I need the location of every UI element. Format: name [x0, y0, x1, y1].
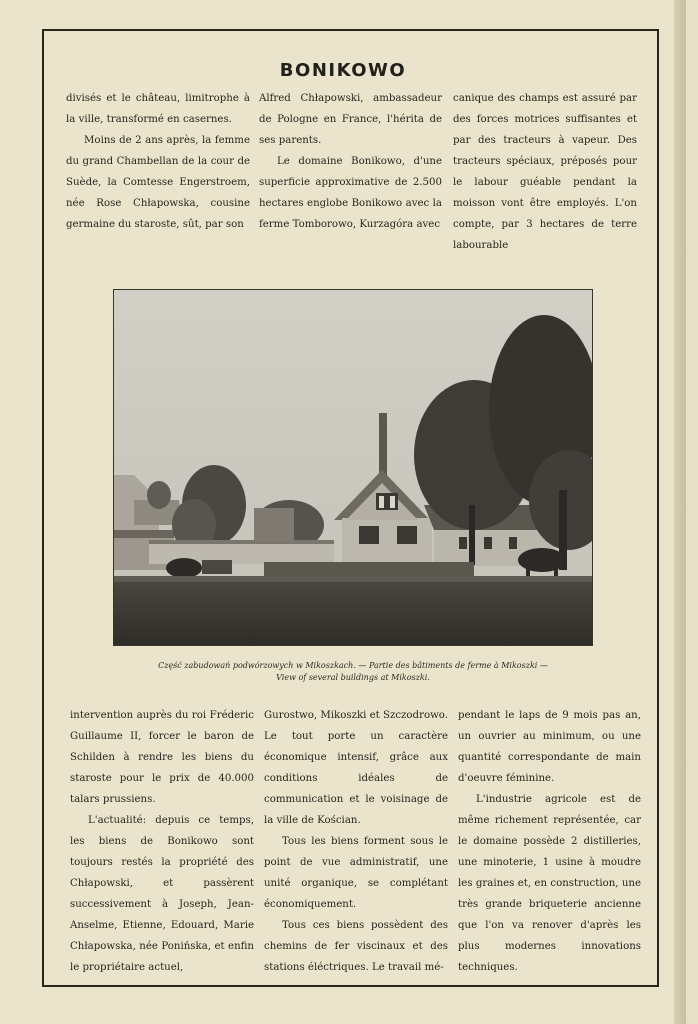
paragraph: Moins de 2 ans après, la femme du grand Chambellan de la cour de Suède, la Comtesse Engerstroem, née Rose Chłapowska, cousine germaine du staroste, sût, par son	[66, 135, 250, 230]
paragraph: intervention auprès du roi Fréderic Guillaume II, forcer le baron de Schilden à rendre les biens du staroste pour le prix de 40.000 talars prussiens.	[70, 710, 254, 805]
bottom-column-1	[70, 705, 254, 978]
farm-buildings-photo	[113, 289, 593, 646]
paragraph: L'industrie agricole est de même richement représentée, car le domaine possède 2 distilleries, une minoterie, 1 usine à moudre les graines et, en construction, une très grande briqueterie ancienne que l'on va renover d'après les plus modernes innovations techniques.	[458, 794, 641, 973]
paragraph: pendant le laps de 9 mois pas an, un ouvrier au minimum, ou une quantité correspondante de main d'oeuvre féminine.	[458, 710, 641, 784]
page-edge	[674, 0, 686, 1024]
caption-line: View of several buildings at Mikoszki.	[276, 673, 430, 682]
paragraph: canique des champs est assuré par des forces motrices suffisantes et par des tracteurs à vapeur. Des tracteurs spéciaux, préposés pour le labour guéable pendant la moisson vont être employés. L'on compte, par 3 hectares de terre labourable	[453, 93, 637, 251]
photo-caption	[110, 660, 596, 684]
paragraph: Le domaine Bonikowo, d'une superficie approximative de 2.500 hectares englobe Bonikowo avec la ferme Tomborowo, Kurzagóra avec	[259, 156, 442, 230]
paragraph: Alfred Chłapowski, ambassadeur de Pologne en France, l'hérita de ses parents.	[259, 93, 442, 146]
paragraph: Tous les biens forment sous le point de vue administratif, une unité organique, se complétant économiquement.	[264, 836, 448, 910]
caption-line: Część zabudowań podwórzowych w Mikoszkach. — Partie des bâtiments de ferme à Mikoszki —	[158, 661, 548, 670]
paragraph: L'actualité: depuis ce temps, les biens de Bonikowo sont toujours restés la propriété des Chłapowski, et passèrent successivement à Joseph, Jean-Anselme, Etienne, Edouard, Marie Chłapowska, née Ponińska, et enfin le propriétaire actuel,	[70, 815, 254, 973]
top-column-1	[66, 88, 250, 235]
paragraph: Tous ces biens possèdent des chemins de fer viscinaux et des stations éléctriques. Le travail mé-	[264, 920, 448, 973]
top-column-2	[259, 88, 442, 235]
paragraph: divisés et le château, limitrophe à la ville, transformé en casernes.	[66, 93, 250, 125]
bottom-column-2	[264, 705, 448, 978]
top-column-3	[453, 88, 637, 256]
bottom-column-3	[458, 705, 641, 978]
paragraph: Gurostwo, Mikoszki et Szczodrowo. Le tout porte un caractère économique intensif, grâce aux conditions idéales de communication et le voisinage de la ville de Kościan.	[264, 710, 448, 826]
page-title: BONIKOWO	[279, 60, 407, 81]
